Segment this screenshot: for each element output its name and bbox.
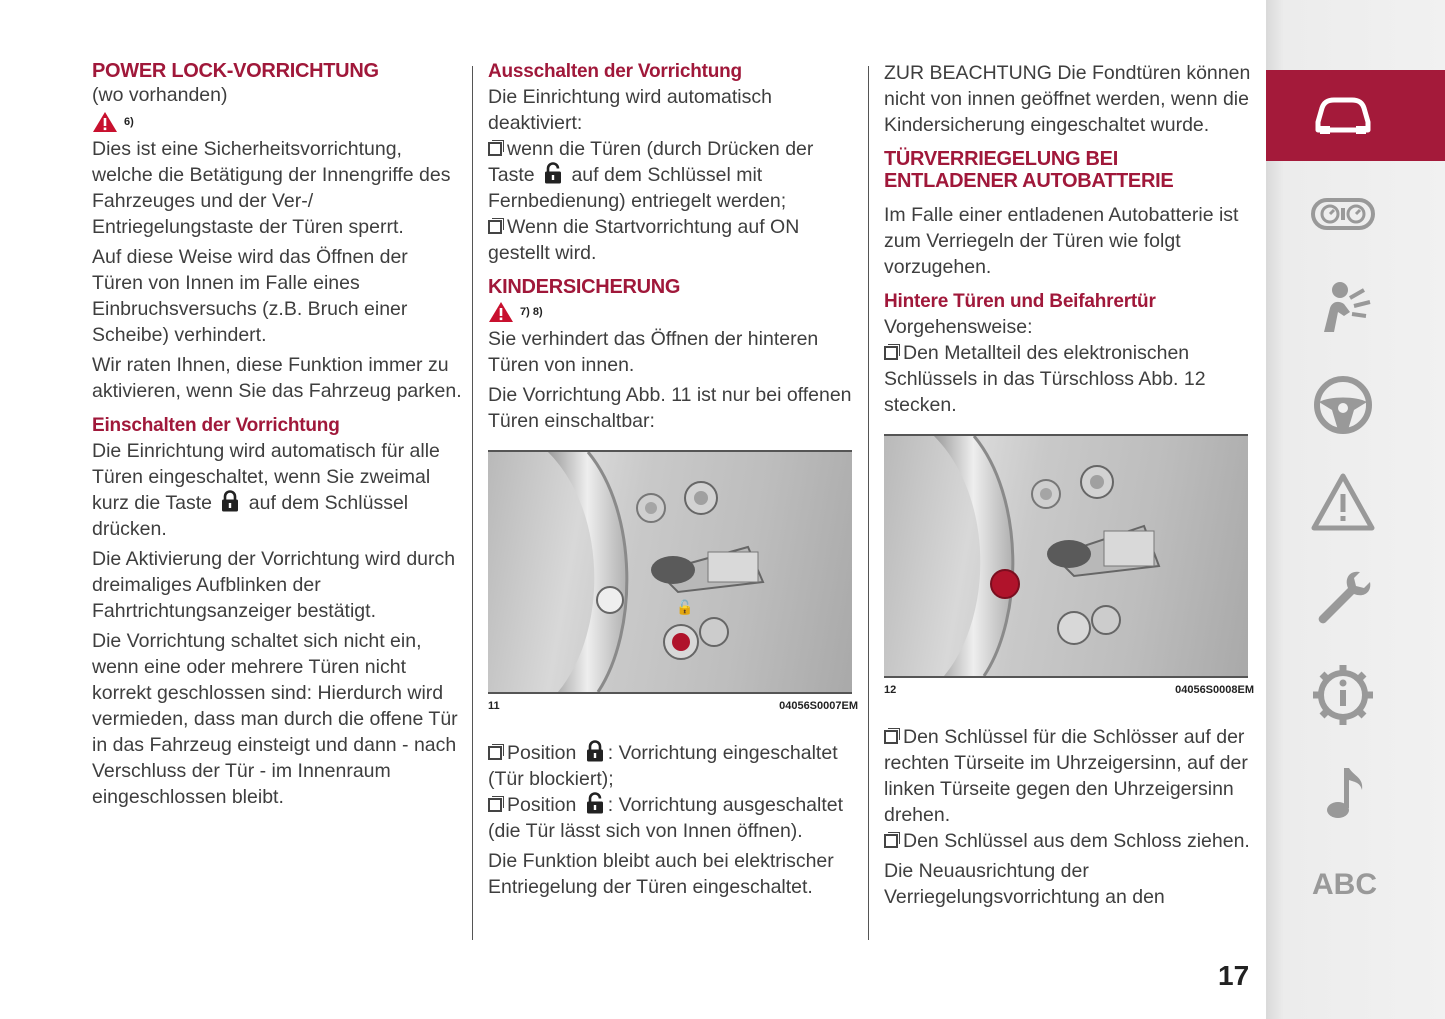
text-fragment: Den Metallteil des elektronischen Schlüssels in das Türschloss Abb. 12 stecken. (884, 342, 1206, 416)
bullet-box-icon (488, 746, 502, 760)
column-divider-2 (868, 66, 869, 940)
figure-caption (488, 698, 858, 714)
door-lock-illustration (488, 452, 852, 692)
steering-wheel-icon[interactable] (1310, 372, 1376, 438)
figure-code: 04056S0007EM (779, 700, 858, 712)
warning-reference (488, 298, 858, 326)
lock-icon (221, 490, 239, 512)
paragraph: Sie verhindert das Öffnen der hinteren Türen von innen. (488, 328, 819, 376)
paragraph: Im Falle einer entladenen Autobatterie ist zum Verriegeln der Türen wie folgt vorzugehen. (884, 204, 1239, 278)
subheading-hintere-tueren: Hintere Türen und Beifahrertür (884, 291, 1156, 312)
text-fragment: auf dem Schlüssel mit Fernbedienung) entriegelt werden; (488, 164, 787, 212)
text-fragment: Den Schlüssel für die Schlösser auf der rechten Türseite im Uhrzeigersinn, auf der linken Türseite gegen den Uhrzeigersinn drehen. (884, 726, 1248, 826)
figure-11-door-lock (488, 450, 852, 694)
wrench-icon[interactable] (1310, 566, 1376, 632)
warning-triangle-icon (488, 301, 514, 323)
paragraph: Die Funktion bleibt auch bei elektrischer Entriegelung der Türen eingeschaltet. (488, 850, 834, 898)
bullet-item (884, 724, 1254, 828)
text-fragment: Die Einrichtung wird automatisch für alle Türen eingeschaltet, wenn Sie zweimal kurz die Taste (92, 440, 440, 514)
text-fragment: Wenn die Startvorrichtung auf ON gestellt wird. (488, 216, 800, 264)
svg-text:🔓: 🔓 (676, 600, 694, 616)
bullet-box-icon (884, 834, 898, 848)
figure-12-door-lock (884, 434, 1248, 678)
text-fragment: Position (507, 794, 577, 816)
column-2 (488, 60, 858, 900)
column-3 (884, 60, 1254, 910)
text-fragment: : Vorrichtung ausgeschaltet (die Tür lässt sich von Innen öffnen). (488, 794, 844, 842)
door-lock-illustration (884, 436, 1248, 676)
text-fragment: : Vorrichtung eingeschaltet (Tür blockiert); (488, 742, 838, 790)
warning-ref-text: 7) 8) (520, 306, 543, 318)
column-divider-1 (472, 66, 473, 940)
subheading-einschalten: Einschalten der Vorrichtung (92, 415, 340, 436)
subheading-ausschalten: Ausschalten der Vorrichtung (488, 61, 742, 82)
bullet-item (488, 792, 858, 844)
paragraph: Vorgehensweise: (884, 316, 1033, 338)
bullet-box-icon (884, 346, 898, 360)
paragraph: Die Einrichtung wird automatisch deaktiviert: (488, 86, 772, 134)
bullet-item (884, 828, 1254, 854)
info-gear-icon[interactable] (1310, 662, 1376, 728)
warning-reference (92, 108, 462, 136)
lock-icon (586, 740, 604, 762)
bullet-item (488, 136, 858, 214)
warning-ref-text: 6) (124, 116, 134, 128)
paragraph: Die Aktivierung der Vorrichtung wird durch dreimaliges Aufblinken der Fahrtrichtungsanzeiger bestätigt. (92, 548, 456, 622)
bullet-item (884, 340, 1254, 418)
paragraph: Wir raten Ihnen, diese Funktion immer zu aktivieren, wenn Sie das Fahrzeug parken. (92, 354, 462, 402)
paragraph: Dies ist eine Sicherheitsvorrichtung, welche die Betätigung der Innengriffe des Fahrzeuges und der Ver-/ Entriegelungstaste der Türen sperrt. (92, 138, 451, 238)
paragraph-note: ZUR BEACHTUNG Die Fondtüren können nicht von innen geöffnet werden, wenn die Kindersicherung eingeschaltet wurde. (884, 62, 1251, 136)
warning-triangle-icon (92, 111, 118, 133)
page-number: 17 (1218, 960, 1250, 991)
section-title-power-lock: POWER LOCK-VORRICHTUNG (92, 60, 379, 82)
sidebar-item-abc[interactable]: ABC (1312, 868, 1377, 901)
bullet-item (488, 740, 858, 792)
bullet-box-icon (488, 220, 502, 234)
column-1 (92, 60, 462, 810)
section-title-tuerverriegelung: TÜRVERRIEGELUNG BEI ENTLADENER AUTOBATTERIE (884, 148, 1174, 192)
paragraph: Die Vorrichtung Abb. 11 ist nur bei offenen Türen einschaltbar: (488, 384, 852, 432)
warning-icon[interactable] (1310, 470, 1376, 536)
safety-icon[interactable] (1310, 276, 1376, 342)
paragraph: Die Neuausrichtung der Verriegelungsvorrichtung an den (884, 860, 1165, 908)
section-subtitle: (wo vorhanden) (92, 84, 228, 106)
text-fragment: wenn die Türen (durch Drücken der Taste (488, 138, 814, 186)
figure-number: 12 (884, 684, 897, 696)
unlock-icon (586, 792, 604, 814)
bullet-box-icon (884, 730, 898, 744)
paragraph: Die Vorrichtung schaltet sich nicht ein, wenn eine oder mehrere Türen nicht korrekt geschlossen sind: Hierdurch wird vermieden, dass man durch die offene Tür in das Fahrzeug einsteigt und dann - nach Verschluss der Tür - im Innenraum eingeschlossen bleibt. (92, 630, 458, 808)
chapter-sidebar (1266, 0, 1445, 1019)
paragraph: Auf diese Weise wird das Öffnen der Türen von Innen im Falle eines Einbruchsversuchs (z.B. Bruch einer Scheibe) verhindert. (92, 246, 408, 346)
text-fragment: Den Schlüssel aus dem Schloss ziehen. (903, 830, 1250, 852)
dashboard-icon[interactable] (1310, 180, 1376, 246)
car-icon[interactable] (1310, 82, 1376, 148)
paragraph (92, 438, 462, 542)
bullet-item (488, 214, 858, 266)
figure-code: 04056S0008EM (1175, 684, 1254, 696)
text-fragment: auf dem Schlüssel drücken. (92, 492, 409, 540)
figure-number: 11 (488, 700, 500, 712)
text-fragment: Position (507, 742, 577, 764)
section-title-kindersicherung: KINDERSICHERUNG (488, 276, 681, 298)
bullet-box-icon (488, 798, 502, 812)
music-icon[interactable] (1310, 760, 1376, 826)
unlock-icon (544, 162, 562, 184)
figure-caption (884, 682, 1254, 698)
bullet-box-icon (488, 142, 502, 156)
